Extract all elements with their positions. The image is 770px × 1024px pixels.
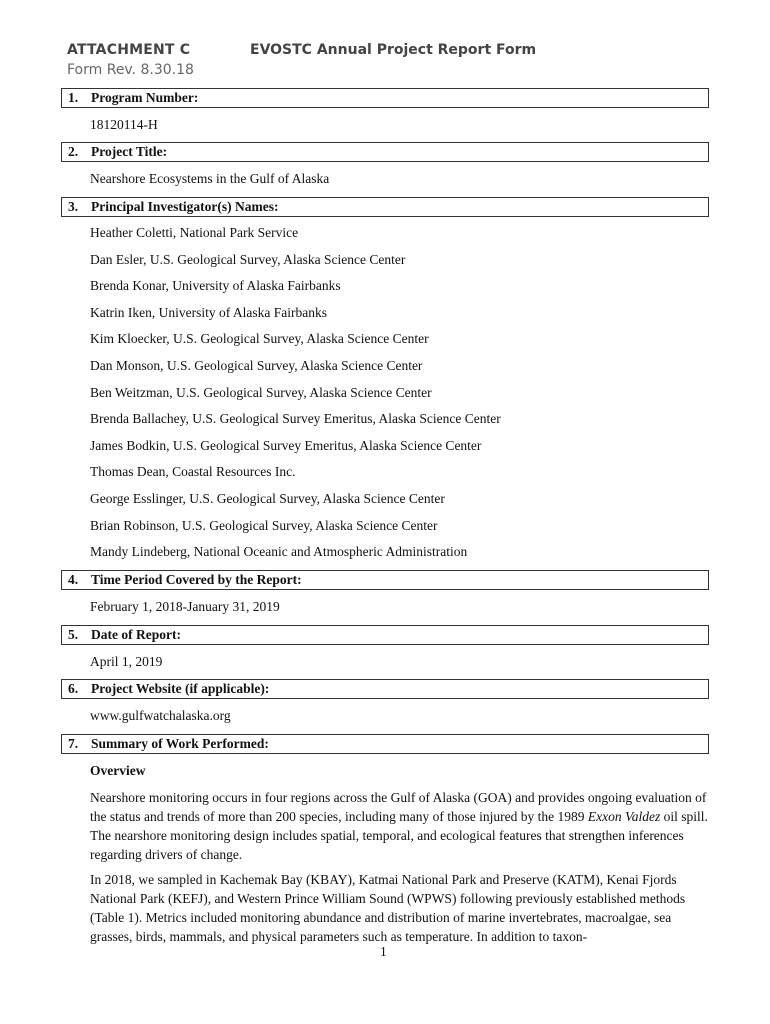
section-header-time-period [61, 570, 709, 590]
investigator-item: George Esslinger, U.S. Geological Survey, Alaska Science Center [90, 491, 445, 506]
section-number: 4. [68, 572, 79, 587]
section-number: 2. [68, 144, 79, 159]
investigator-item: James Bodkin, U.S. Geological Survey Emeritus, Alaska Science Center [90, 438, 482, 453]
section-header-project-title [61, 142, 709, 162]
section-number: 1. [68, 90, 79, 105]
para1-text-end: oil spill. The nearshore monitoring design includes spatial, temporal, and ecological features that strengthen inferences regarding drivers of change. [90, 809, 708, 862]
para1-text-start: Nearshore monitoring occurs in four regions across the Gulf of Alaska (GOA) and provides ongoing evaluation of the status and trends of more than 200 species, including many of those injured by the 1989 [90, 790, 707, 824]
investigator-item: Katrin Iken, University of Alaska Fairbanks [90, 305, 327, 320]
investigator-item: Ben Weitzman, U.S. Geological Survey, Alaska Science Center [90, 385, 432, 400]
website-value: www.gulfwatchalaska.org [90, 708, 231, 723]
form-revision: Form Rev. 8.30.18 [67, 62, 194, 78]
investigator-item: Dan Monson, U.S. Geological Survey, Alaska Science Center [90, 358, 423, 373]
section-header-program-number [61, 88, 709, 108]
section-number: 6. [68, 681, 79, 696]
section-number: 5. [68, 627, 79, 642]
section-label: Project Website (if applicable): [91, 681, 270, 696]
section-header-summary [61, 734, 709, 754]
investigator-item: Brian Robinson, U.S. Geological Survey, Alaska Science Center [90, 518, 438, 533]
section-label: Summary of Work Performed: [91, 736, 269, 751]
time-period-value: February 1, 2018-January 31, 2019 [90, 599, 280, 614]
attachment-label: ATTACHMENT C [67, 42, 191, 58]
section-label: Time Period Covered by the Report: [91, 572, 302, 587]
section-number: 7. [68, 736, 79, 751]
overview-paragraph-1 [90, 788, 710, 864]
overview-heading: Overview [90, 763, 146, 778]
investigator-item: Heather Coletti, National Park Service [90, 225, 299, 240]
section-header-website [61, 679, 709, 699]
section-header-investigators [61, 197, 709, 217]
project-title-value: Nearshore Ecosystems in the Gulf of Alaska [90, 171, 330, 186]
overview-paragraph-2: In 2018, we sampled in Kachemak Bay (KBAY), Katmai National Park and Preserve (KATM), Kenai Fjords National Park (KEFJ), and Western Prince William Sound (WPWS) following previously established methods (Table 1). Metrics included monitoring abundance and distribution of marine invertebrates, macroalgae, sea grasses, birds, mammals, and physical parameters such as temperature. In addition to taxon- [90, 872, 686, 944]
investigator-item: Brenda Ballachey, U.S. Geological Survey Emeritus, Alaska Science Center [90, 411, 501, 426]
section-label: Program Number: [91, 90, 199, 105]
section-label: Principal Investigator(s) Names: [91, 199, 279, 214]
report-date-value: April 1, 2019 [90, 654, 163, 669]
section-number: 3. [68, 199, 79, 214]
form-title: EVOSTC Annual Project Report Form [250, 42, 537, 58]
investigator-item: Thomas Dean, Coastal Resources Inc. [90, 464, 296, 479]
section-header-report-date [61, 625, 709, 645]
para1-italic-text: Exxon Valdez [587, 809, 661, 824]
program-number-value: 18120114-H [90, 117, 158, 132]
investigator-item: Brenda Konar, University of Alaska Fairbanks [90, 278, 341, 293]
page-number: 1 [380, 944, 387, 959]
section-label: Date of Report: [91, 627, 181, 642]
investigator-item: Dan Esler, U.S. Geological Survey, Alaska Science Center [90, 252, 406, 267]
section-label: Project Title: [91, 144, 168, 159]
investigator-item: Kim Kloecker, U.S. Geological Survey, Alaska Science Center [90, 331, 429, 346]
investigator-item: Mandy Lindeberg, National Oceanic and Atmospheric Administration [90, 544, 468, 559]
